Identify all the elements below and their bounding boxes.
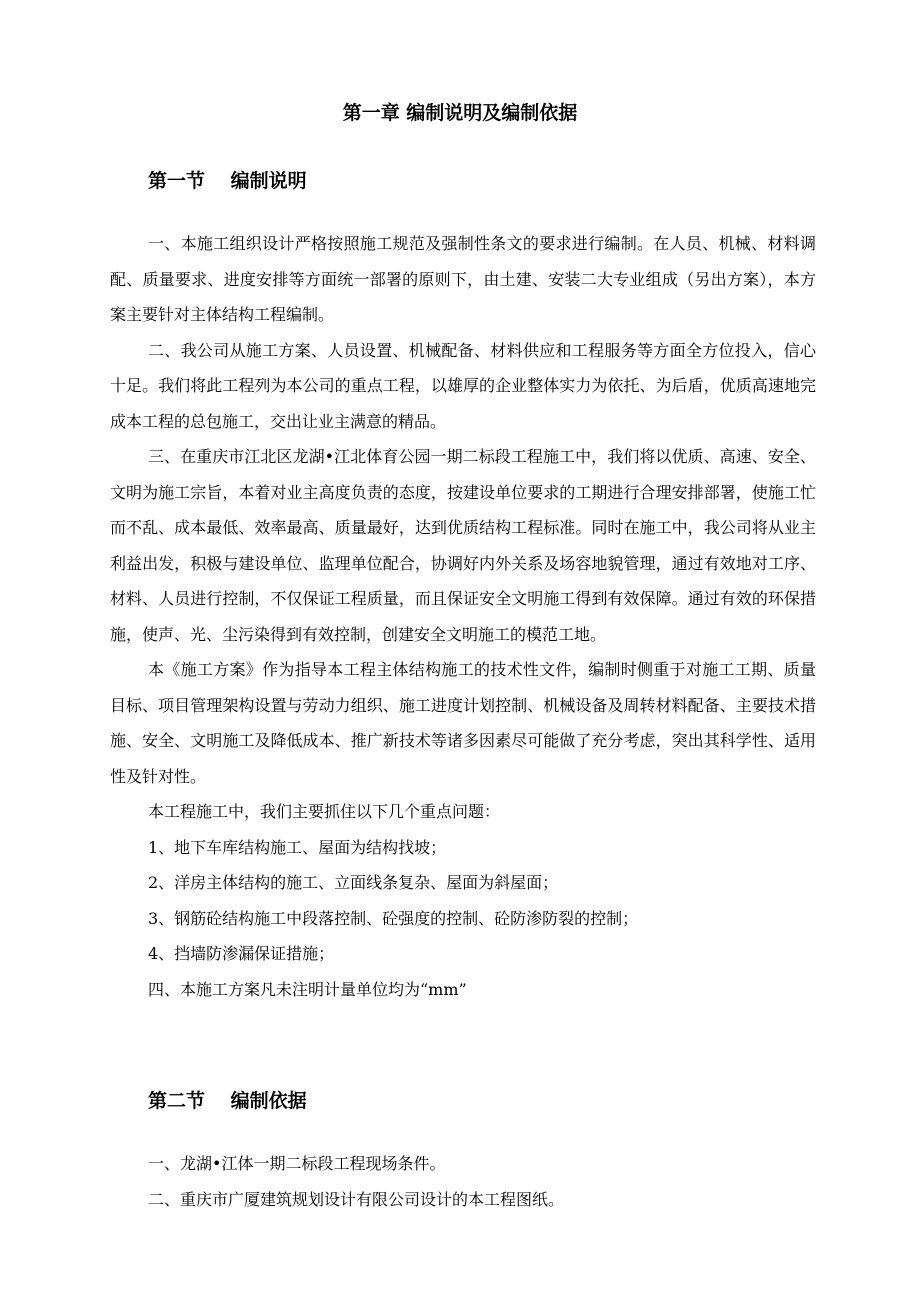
list-item: 1、地下车库结构施工、屋面为结构找坡；: [148, 837, 447, 857]
paragraph: 本工程施工中，我们主要抓住以下几个重点问题：: [148, 802, 501, 821]
section-1-body: [110, 226, 816, 1007]
paragraph: 一、龙湖•江体一期二标段工程现场条件。: [148, 1154, 446, 1173]
paragraph: 三、在重庆市江北区龙湖•江北体育公园一期二标段工程施工中，我们将以优质、高速、安全、文明为施工宗旨，本着对业主高度负责的态度，按建设单位要求的工期进行合理安排部署，使施工忙而不乱、成本最低、效率最高、质量最好，达到优质结构工程标准。同时在施工中，我公司将从业主利益出发，积极与建设单位、监理单位配合，协调好内外关系及场容地貌管理，通过有效地对工序、材料、人员进行控制，不仅保证工程质量，而且保证安全文明施工得到有效保障。通过有效的环保措施，使声、光、尘污染得到有效控制，创建安全文明施工的模范工地。: [110, 447, 816, 644]
list-item: 2、洋房主体结构的施工、立面线条复杂、屋面为斜屋面；: [148, 873, 559, 892]
section-title-1: 第一节 编制说明: [148, 170, 307, 192]
list-item: 3、钢筋砼结构施工中段落控制、砼强度的控制、砼防渗防裂的控制；: [148, 908, 639, 928]
list-item: 4、挡墙防渗漏保证措施；: [148, 944, 335, 963]
section-2-body: [110, 1146, 816, 1217]
paragraph: 一、本施工组织设计严格按照施工规范及强制性条文的要求进行编制。在人员、机械、材料调配、质量要求、进度安排等方面统一部署的原则下，由土建、安装二大专业组成（另出方案），本方案主要针对主体结构工程编制。: [110, 234, 816, 324]
chapter-title: 第一章 编制说明及编制依据: [342, 102, 578, 124]
paragraph: 二、我公司从施工方案、人员设置、机械配备、材料供应和工程服务等方面全方位投入，信心十足。我们将此工程列为本公司的重点工程，以雄厚的企业整体实力为依托、为后盾，优质高速地完成本工程的总包施工，交出让业主满意的精品。: [110, 340, 816, 431]
paragraph: 本《施工方案》作为指导本工程主体结构施工的技术性文件，编制时侧重于对施工工期、质量目标、项目管理架构设置与劳动力组织、施工进度计划控制、机械设备及周转材料配备、主要技术措施、安全、文明施工及降低成本、推广新技术等诸多因素尽可能做了充分考虑，突出其科学性、适用性及针对性。: [110, 660, 816, 786]
paragraph: 二、重庆市广厦建筑规划设计有限公司设计的本工程图纸。: [148, 1189, 565, 1209]
section-title-2: 第二节 编制依据: [148, 1090, 307, 1112]
paragraph: 四、本施工方案凡未注明计量单位均为“mm”: [148, 979, 467, 999]
